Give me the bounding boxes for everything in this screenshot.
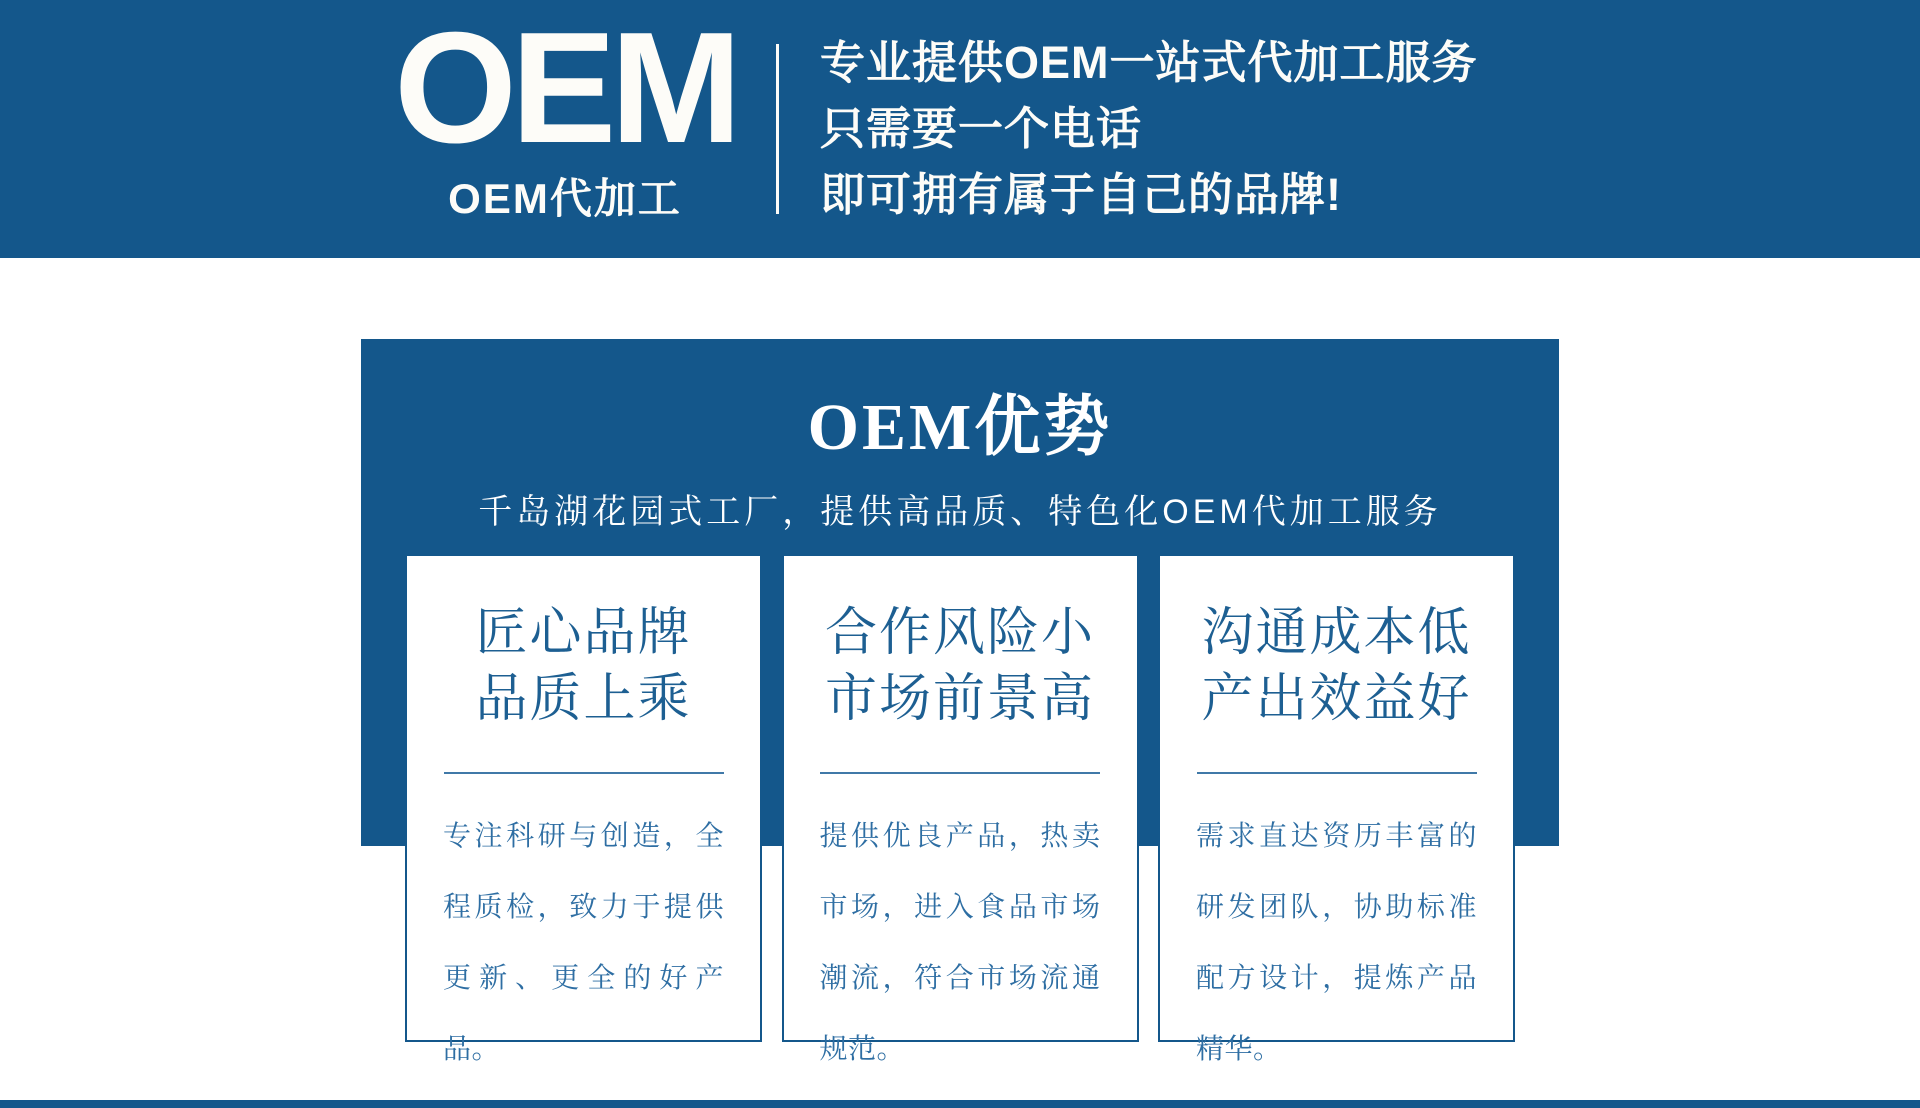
bottom-accent-bar [0,1100,1920,1108]
card-1-heading-line-2: 品质上乘 [475,670,692,728]
banner-tagline-2: 只需要一个电话 [820,103,1143,154]
banner-tagline-block [820,30,1478,228]
card-1-body: 专注科研与创造，全程质检，致力于提供更新、更全的好产品。 [443,820,724,1064]
banner-tagline-1: 专业提供OEM一站式代加工服务 [820,37,1478,88]
advantage-card-2 [782,554,1139,1064]
card-1-divider [444,772,724,774]
advantages-title: OEM优势 [807,391,1113,464]
banner-tagline-3: 即可拥有属于自己的品牌! [820,169,1342,220]
card-1-heading [407,600,760,732]
card-3-heading-line-2: 产出效益好 [1201,670,1472,728]
card-2-heading-line-1: 合作风险小 [824,604,1095,662]
card-3-divider [1197,772,1477,774]
advantage-card-1 [405,554,762,1064]
advantage-card-3 [1158,554,1515,1064]
card-3-heading-line-1: 沟通成本低 [1201,604,1472,662]
card-2-divider [820,772,1100,774]
card-3-heading [1160,600,1513,732]
advantages-subtitle: 千岛湖花园式工厂，提供高品质、特色化OEM代加工服务 [478,493,1442,531]
card-3-body: 需求直达资历丰富的研发团队，协助标准配方设计，提炼产品精华。 [1196,820,1477,1064]
oem-logo: OEM [394,0,736,176]
card-2-body: 提供优良产品，热卖市场，进入食品市场潮流，符合市场流通规范。 [819,820,1101,1064]
card-2-heading-line-2: 市场前景高 [824,670,1095,728]
top-banner [0,0,1920,258]
card-2-heading [784,600,1137,732]
card-1-heading-line-1: 匠心品牌 [475,604,692,662]
oem-logo-subtitle: OEM代加工 [448,175,682,222]
banner-vertical-divider [776,44,779,214]
advantage-cards-row [405,554,1515,1064]
